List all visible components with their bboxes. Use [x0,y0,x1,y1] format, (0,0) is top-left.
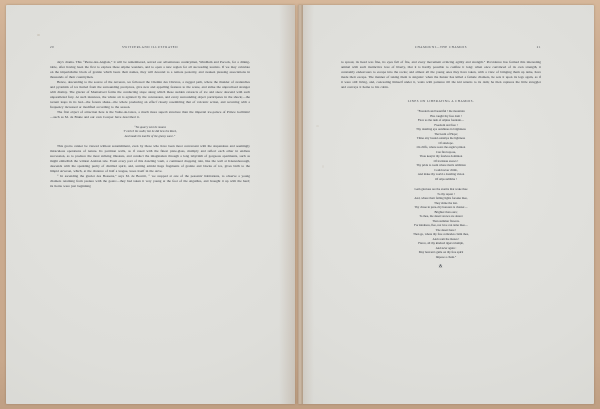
poem-line: Flow as the rush of Alpine fountain— [417,118,465,122]
verse-quote [50,125,250,138]
left-running-title: SWITZERLAND ILLUSTRATED [121,45,179,49]
poem-line: And, where their failing lights forsake thee, [414,196,468,200]
poem-stanza [341,109,541,181]
poem-line: Thy chase in pure-city honours is chaster— [414,205,468,209]
poem-line: Then go, where thy free comrades claim thee, [413,232,469,236]
paragraph: This grotto cannot be viewed without astonishment, even by those who have been most conversant with the stupendous and seemingly miraculous operations of nature. Its partition walls, as if cased with the finest plate-glass, multiply and reflect each other in endless succession, as to produce the most striking illusions, and conduct the imagination through a long labyrinth of gorgeous apartments, such as might embellish the wildest Arabian tale. From every part of this dazzling vault, a continued dropping rain, like the well at Knaresborough, descends with the sparkling purity of distilled spirit, and, uniting amidst huge fragments of granite and blocks of ice, gives birth to the limpid Arveron, which, at the distance of half a league, loses itself in the Arve. [50,143,250,173]
poem-line: Thy dazzling eye outshines in brightness [416,127,466,131]
right-page [298,5,594,404]
right-running-head [341,45,541,52]
end-ornament: ⁂ [438,264,444,268]
poem-line: The desert here ! [435,227,457,232]
right-folio: 21 [536,45,541,49]
left-running-head [50,45,250,52]
poem-line: To thy repast ! [437,191,455,196]
paragraph: “ In ascending the glacier des Bossons,” says M. de Bourrit, “ we stopped at one of the peasants' habitations, to observe a young chamois retaining from pasture with the goats:—they had taken it very young at the foot of the Aiguilles, and brought it up with the herd; its horns were just beginning [50,173,250,188]
poem-line: Freedom and free ! [434,122,458,127]
poem-line: And roam the mazes ! [432,236,460,241]
poem-line: Can find repose, [435,149,457,154]
poem-line: The beam of Hope; [434,131,458,136]
scan-speck [37,34,40,36]
poem-line: For kindness, flee, not love can tame thee— [414,223,468,227]
left-page-text-block [50,45,250,189]
poem-line: Has caught thy free dam ! [430,113,462,118]
poem-line: They shine the last. [434,200,458,205]
poem-line: And ne'er again : [435,245,457,250]
book-spread [6,5,594,404]
poem-line: Gem glorious are the storms that wake thee [414,187,468,191]
poem [341,109,541,259]
poem-line: Fierce, all thy kindred tigers triumph, [418,241,464,245]
poem-line: And make thy world a dazzling vision [417,172,465,176]
scan-speck [322,165,324,168]
poem-line: Of trackless snows ! [433,158,459,163]
poem-title: LINES ON LIBERATING A CHAMOIS. [407,99,475,103]
right-page-text-block [341,45,541,268]
paragraph: The first object of attraction here is the Voûte-de-Glace, a much more superb structure than the imperial ice-palace of Prince Gallitzin!—such as M. de Brune and our own Cowper have described it. [50,110,250,119]
poem-line: “Freedom and beautiful ! the mountain [417,109,465,113]
book-gutter [298,5,303,404]
paragraph: day's drama. This “Pierre-des-Anglais,” it will be remembered, served our adventurous countrymen, Windham and Pocock, for a dining-table, after having been the first to explore these Alpine wonders, and to open a new region for all succeeding tourists. If we may calculate on the imperishable block of granite which bears their names, they will descend to a remote posterity, and awaken pleasing associations in thousands of their countrymen. [50,60,250,79]
right-running-title: CHAMOUNI—THE CHAMOIS [414,45,468,49]
poem-stanza [341,187,541,259]
left-folio: 20 [50,45,55,49]
paragraph: Hence, descending to the source of the Arveron, we followed the Chemin des Chèvres, a rugged path, where the thunder of avalanches and pyramids of ice hurled from the surrounding precipices, give new and appalling features to the scene, and strike the unpractised stranger with dismay. The glacier of Montanvert forms the conducting slope along which these sudden cataracts of ice and snow descend with such unparalleled fury. At such instances, the whole air is agitated by the concussion, and every surrounding object participates in the shock;—the torrent leaps in its bed—the forests shake—the whole producing an effect closely resembling that of volcanic action, and recurring with a frequency increased or modified according to the season. [50,80,250,109]
poem-line: Impose a chain.” [435,254,457,259]
poem-line: Thine airy bound outstrips the lightness [416,136,466,140]
paragraph: to sprout, its head was fine, its eyes full of fire, and every movement evincing agility and strength.” Providence has formed this interesting animal with such instinctive love of liberty, that it is hardly possible to confine it long: when once convinced of its own strength, it constantly endeavours to escape into the rocks; and almost all the young ones they have taken, with a view of bringing them up tame, have made their escape. The manner of taking them is singular: when the hunter has killed a female chamois, he sets it upon its legs again, as if it were still living, and, concealing himself under it, waits with patience till the kid returns to its dam; he then captures the little struggler and conveys it home to his cabin. [341,60,541,89]
poem-line: Thou keep'st thy fearless dominion [419,154,463,158]
poem-line: Could never climb, [434,167,458,172]
verse-line: “No quarry sent its moans [134,125,166,129]
poem-line: Thy pride to roam where man's ambition [416,163,466,167]
poem-line: Of Alps sublime ! [435,176,457,181]
poem-line: On cliffs, where soars the eagle's pinion [416,145,466,149]
verse-line: T' enrich his walls; but he did hew the Rock, [123,129,177,134]
verse-line: And made his marble of the glassy wave.” [124,133,176,138]
poem-line: Of antelope. [438,140,454,145]
poem-line: Brighter than ours; [434,209,458,214]
poem-line: Than summer flowers. [432,218,460,223]
poem-line: To thee, the desert snows are dearer [419,214,463,218]
poem-line: May heaven's guile on thy free spirit [418,250,464,254]
scan-speck [316,125,319,127]
left-page [6,5,295,404]
